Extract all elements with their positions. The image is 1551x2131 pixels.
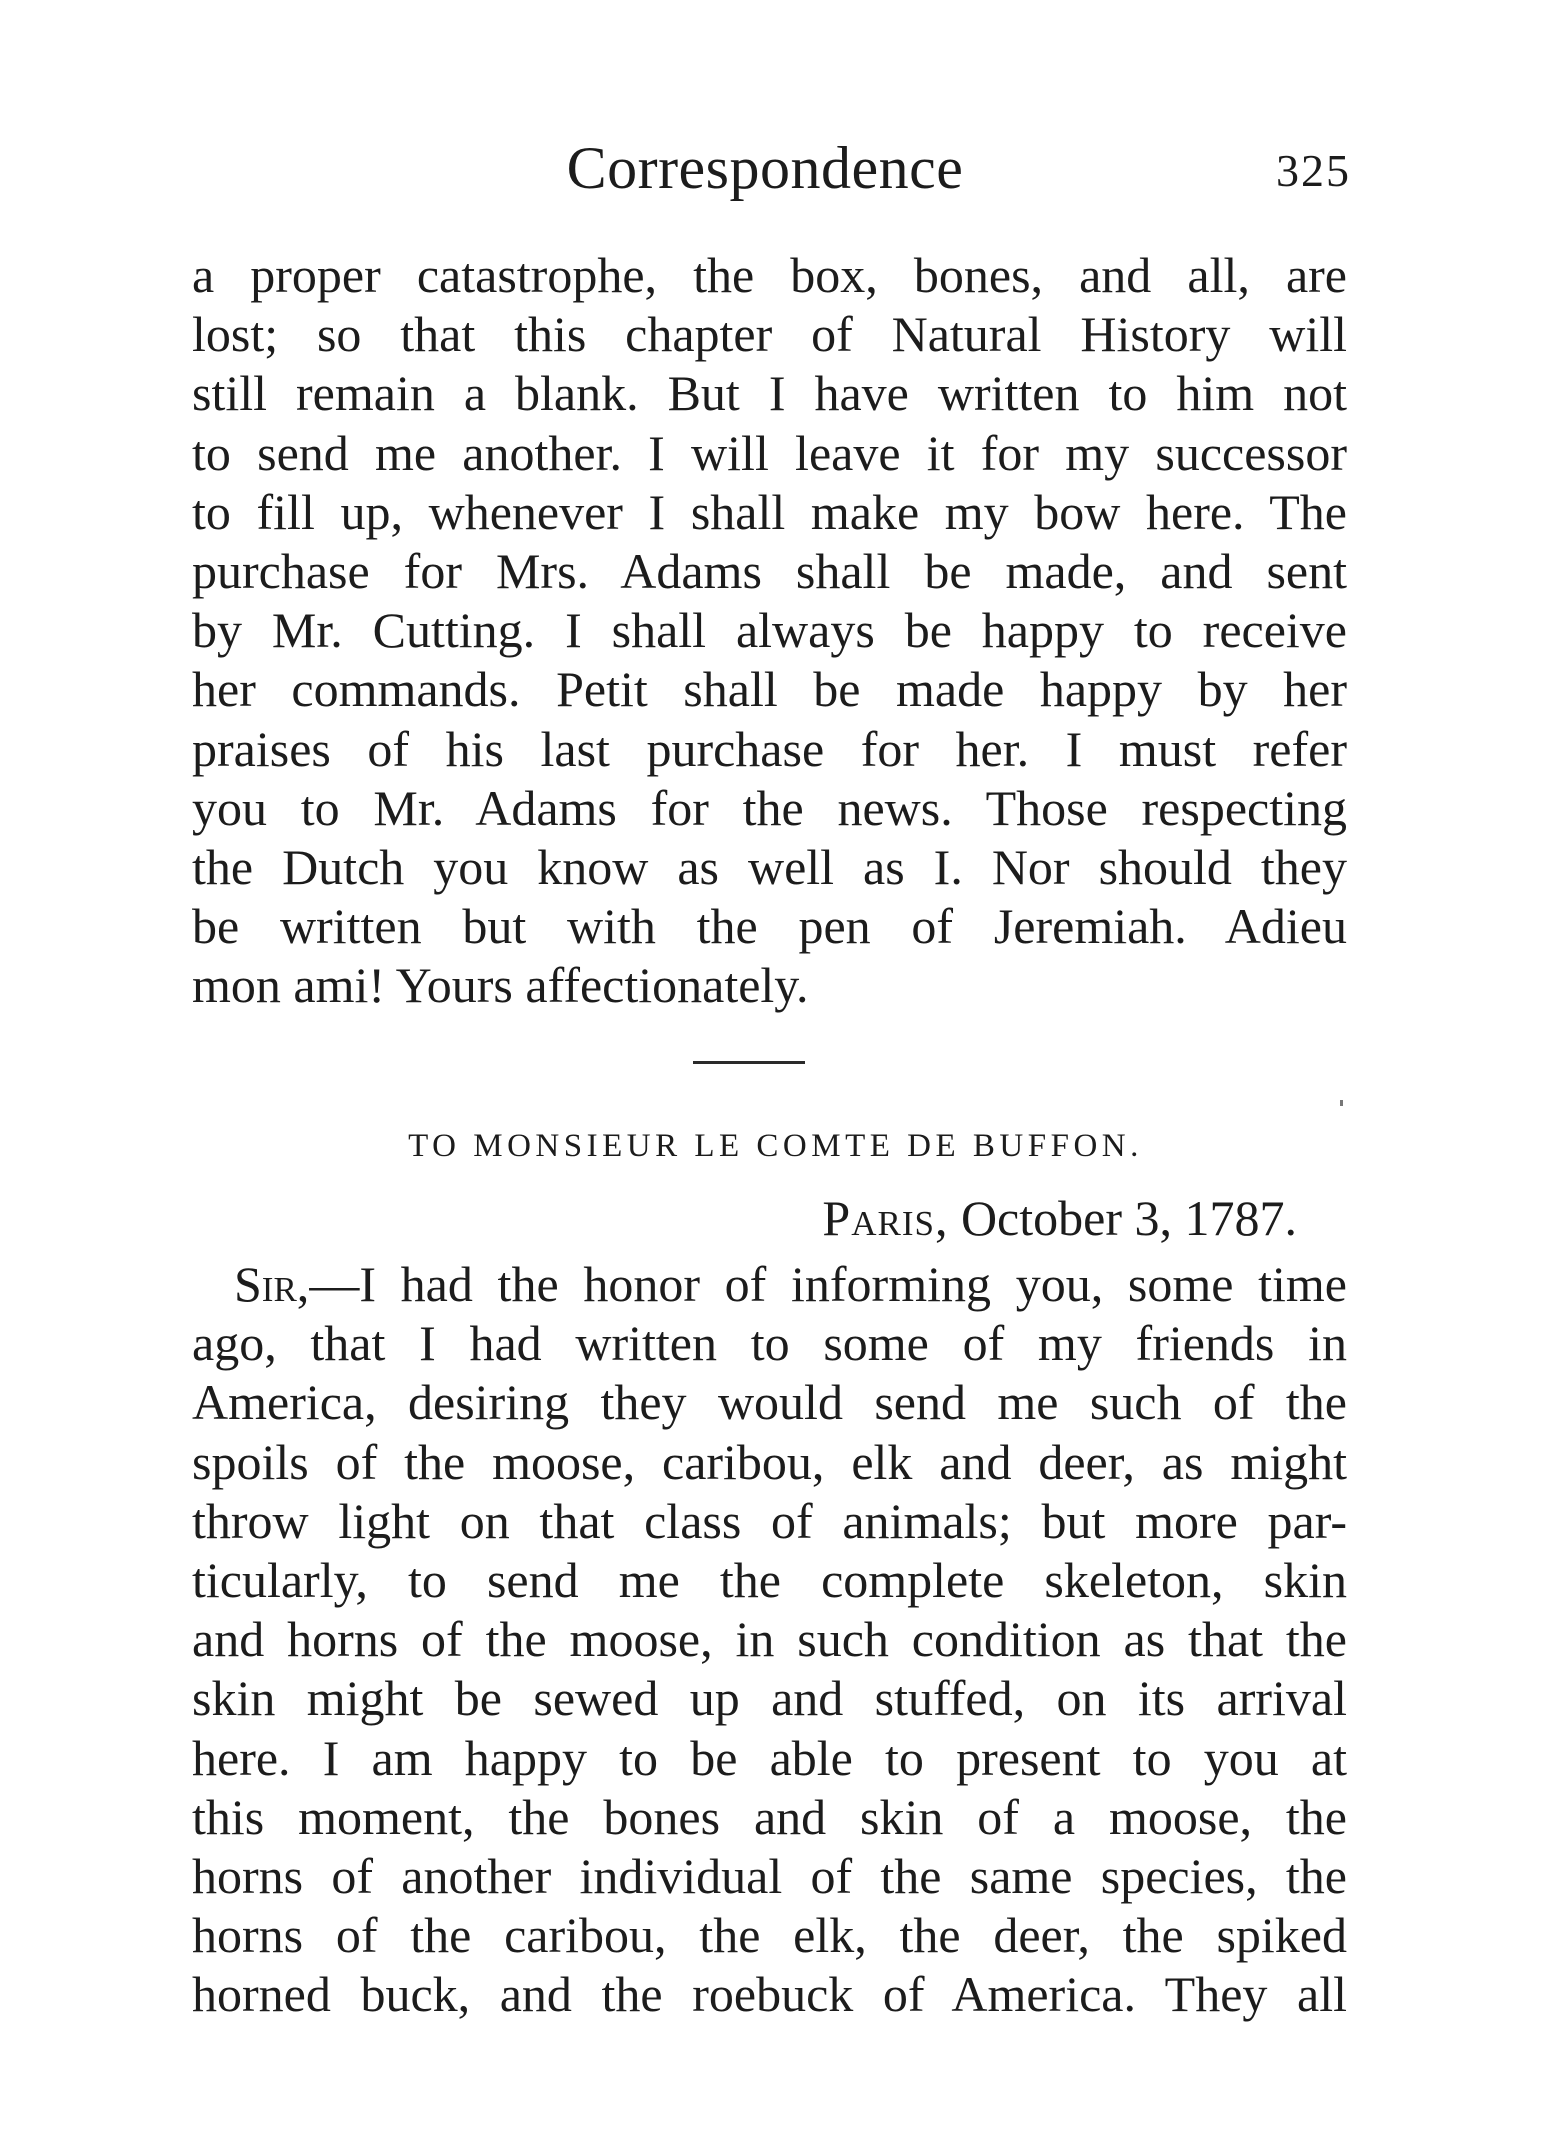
first-line-text: —I had the honor of informing you, some time [309, 1256, 1347, 1312]
running-title: Correspondence [566, 135, 964, 201]
text-line: mon ami! Yours affectionately. [192, 957, 809, 1014]
dateline-place: Paris, [822, 1190, 949, 1246]
text-line: horned buck, and the roebuck of America. They all [192, 1966, 1347, 2023]
text-line: by Mr. Cutting. I shall always be happy to receive [192, 602, 1347, 659]
text-line: throw light on that class of animals; but more par- [192, 1492, 1347, 1549]
text-line: lost; so that this chapter of Natural History will [192, 306, 1347, 363]
page-number: 325 [1276, 145, 1351, 196]
running-head [0, 128, 1551, 208]
text-line: be written but with the pen of Jeremiah. Adieu [192, 898, 1347, 955]
text-line: praises of his last purchase for her. I must refer [192, 720, 1347, 777]
text-line: horns of the caribou, the elk, the deer, the spiked [192, 1907, 1347, 1964]
text-line: spoils of the moose, caribou, elk and deer, as might [192, 1433, 1347, 1490]
section-divider [693, 1061, 805, 1064]
text-line: purchase for Mrs. Adams shall be made, and sent [192, 543, 1347, 600]
text-line: America, desiring they would send me such of the [192, 1374, 1347, 1431]
text-line: ago, that I had written to some of my friends in [192, 1315, 1347, 1372]
text-line: you to Mr. Adams for the news. Those respecting [192, 779, 1347, 836]
letter-body [192, 1255, 1347, 2025]
text-line: skin might be sewed up and stuffed, on its arrival [192, 1670, 1347, 1727]
text-line: a proper catastrophe, the box, bones, and all, are [192, 247, 1347, 303]
text-line: here. I am happy to be able to present to you at [192, 1729, 1347, 1786]
text-line: ticularly, to send me the complete skeleton, skin [192, 1552, 1347, 1609]
salutation: Sir, [234, 1256, 310, 1312]
text-line: to send me another. I will leave it for my successor [192, 424, 1347, 481]
ink-speck [1340, 1100, 1343, 1106]
dateline-date: October 3, 1787. [960, 1190, 1297, 1246]
letter-dateline [822, 1188, 1297, 1248]
text-line: the Dutch you know as well as I. Nor should they [192, 839, 1347, 896]
text-line: and horns of the moose, in such condition as that the [192, 1611, 1347, 1668]
text-line-first [192, 1255, 1347, 1314]
paragraph-continued [192, 246, 1347, 1016]
text-line: horns of another individual of the same species, the [192, 1848, 1347, 1905]
text-line: her commands. Petit shall be made happy by her [192, 661, 1347, 718]
text-line: to fill up, whenever I shall make my bow here. The [192, 483, 1347, 540]
text-line: this moment, the bones and skin of a moose, the [192, 1788, 1347, 1845]
letter-heading: TO MONSIEUR LE COMTE DE BUFFON. [408, 1128, 1143, 1164]
text-line: still remain a blank. But I have written to him not [192, 365, 1347, 422]
